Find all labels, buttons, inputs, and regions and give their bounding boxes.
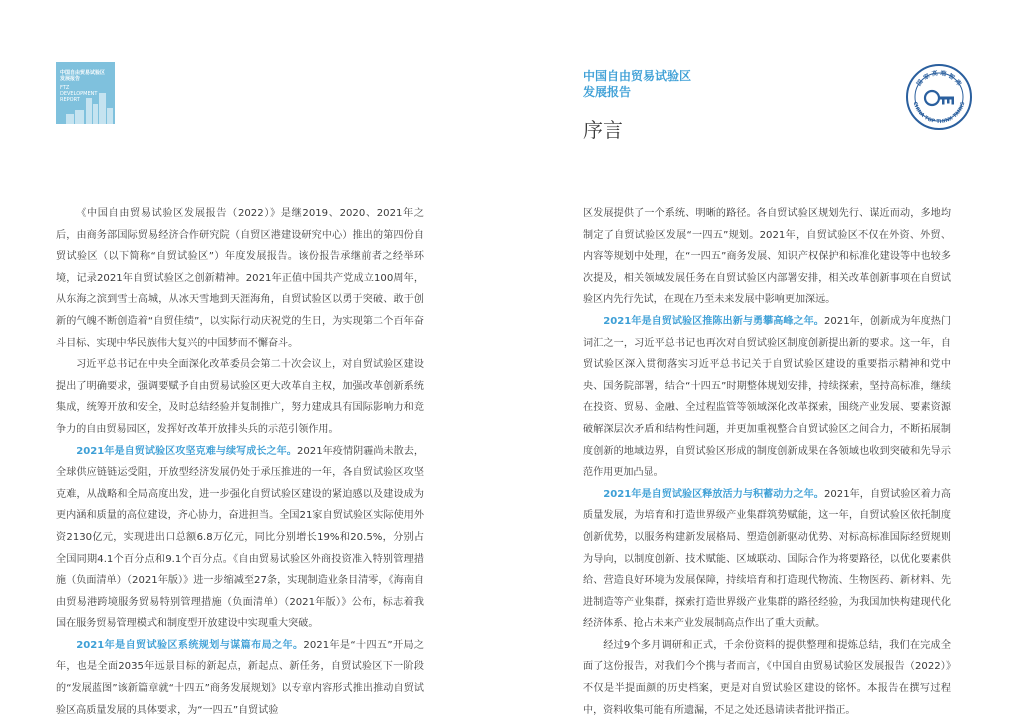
cover-building-shape	[75, 110, 84, 124]
body-right-column	[583, 203, 951, 721]
paragraph	[56, 441, 424, 635]
paragraph-text: 2021年，创新成为年度热门词汇之一，习近平总书记也再次对自贸试验区制度创新提出新的要求。这一年，自贸试验区深入贯彻落实习近平总书记关于自贸试验区建设的重要指示精神和党中央、国务院部署，结合“十四五”时期整体规划安排，持续探索，坚持高标准，继续在投资、贸易、金融、全过程监管等领域深化改革探索，围绕产业发展、要素资源破解深层次矛盾和结构性问题，并更加重视整合自贸试验区之间合力，不断拓展制度创新的地域边界，自贸试验区形成的制度创新成果在各领域也收到突破和先导示范作用更加凸显。	[583, 315, 951, 479]
paragraph: 《中国自由贸易试验区发展报告（2022）》是继2019、2020、2021年之后，由商务部国际贸易经济合作研究院（自贸区港建设研究中心）推出的第四份自贸试验区（以下简称“自贸试验区”）年度发展报告。该份报告承继前者之经举环境，记录2021年自贸试验区之创新精神。2021年正值中国共产党成立100周年，从东海之滨到雪士高城，从冰天雪地到天涯海角，自贸试验区以勇于突破、敢于创新的气魄不断创造着“自贸佳绩”，以实际行动庆祝党的生日，为实现第二个百年奋斗目标、实现中华民族伟大复兴的中国梦而不懈奋斗。	[56, 208, 424, 349]
cover-building-shape	[93, 104, 98, 124]
cover-en-line2: DEVELOPMENT	[60, 91, 98, 97]
seal-bottom-text: CHINA TOP THINK TANKS	[911, 101, 967, 126]
report-cover-thumbnail	[56, 62, 115, 124]
china-top-think-tanks-seal-icon	[905, 63, 973, 131]
cover-en-line1: FTZ	[60, 85, 70, 91]
body-left-column	[56, 203, 424, 721]
cover-building-shape	[66, 114, 74, 124]
paragraph: 经过9个多月调研和正式，千余份资料的提供整理和提炼总结，我们在完成全面了这份报告，对我们今个携与者而言，《中国自由贸易试验区发展报告（2022）》不仅是半提面颜的历史档案，更是对自贸试验区建设的铭怀。本报告在撰写过程中，资料收集可能有所遗漏，不足之处还恳请读者批评指正。	[583, 639, 951, 716]
paragraph-text: 2021年是“十四五”开局之年，也是全面2035年远景目标的新起点，新起点、新任务，自贸试验区下一阶段的“发展蓝图”该新篇章就“十四五”商务发展规划》以专章内容形式推出推动自贸试验区高质量发展的具体要求，为“一四五”自贸试验	[56, 639, 424, 716]
cover-title-line2: 发展报告	[60, 76, 81, 82]
cover-building-shape	[86, 98, 92, 124]
cover-building-shape	[99, 93, 106, 124]
section-title: 序言	[583, 118, 623, 142]
highlight-heading: 2021年是自贸试验区推陈出新与勇攀高峰之年。	[603, 315, 824, 327]
paragraph-text: 2021年疫情阴霾尚未散去，全球供应链链运受阻，开放型经济发展仍处于承压推进的一年，各自贸试验区攻坚克难，从战略和全局高度出发，进一步强化自贸试验区建设的紧迫感以及建设成为更内涵和质量的高位建设，齐心协力，奋进担当。全国21家自贸试验区实际使用外资2130亿元，实现进出口总额6.8万亿元，同比分别增长19%和20.5%，分别占全国同期4.1个百分点和9.1个百分点。《自由贸易试验区外商投资准入特别管理措施（负面清单）（2021年版）》进一步缩减至27条，实现制造业条目清零，《海南自由贸易港跨境服务贸易特别管理措施（负面清单）（2021年版）》公布，标志着我国在服务贸易管理模式和制度型开放建设中实现重大突破。	[56, 445, 424, 630]
report-title-line1: 中国自由贸易试验区	[583, 69, 692, 83]
highlight-heading: 2021年是自贸试验区攻坚克难与续写成长之年。	[76, 445, 297, 457]
paragraph	[583, 484, 951, 635]
paragraph: 区发展提供了一个系统、明晰的路径。各自贸试验区规划先行、谋近而动，多地均制定了自贸试验区发展“一四五”规划。2021年，自贸试验区不仅在外资、外贸、内容等规划中处理，在“一四五”商务发展、知识产权保护和标准化建设等中也较多次提及，相关领域发展任务在自贸试验区内部署安排，相关改革创新事项在自贸试验区内先行先试，在现在乃至未来发展中影响更加深远。	[583, 208, 951, 306]
paragraph: 习近平总书记在中央全面深化改革委员会第二十次会议上，对自贸试验区建设提出了明确要求，强调要赋予自由贸易试验区更大改革自主权，加强改革创新系统集成，统筹开放和安全，及时总结经验并复制推广，努力建成具有国际影响力和竞争力的自由贸易园区，发挥好改革开放排头兵的示范引领作用。	[56, 359, 424, 435]
cover-building-shape	[107, 108, 113, 124]
report-title-line2: 发展报告	[583, 85, 632, 99]
highlight-heading: 2021年是自贸试验区系统规划与谋篇布局之年。	[76, 639, 304, 651]
paragraph	[583, 311, 951, 484]
seal-top-text: 国 家 高 端 智 库	[915, 69, 963, 88]
cover-en-line3: REPORT	[60, 97, 80, 103]
paragraph-text: 2021年，自贸试验区着力高质量发展，为培育和打造世界级产业集群筑势赋能，这一年，自贸试验区依托制度创新优势，以服务构建新发展格局、塑造创新驱动优势、对标高标准国际经贸规则为导向，以制度创新、技术赋能、区域联动、国际合作为将要路径，以优化要素供给、营造良好环境为发展保障，持续培育和打造现代物流、生物医药、新材料、先进制造等产业集群，探索打造世界级产业集群的路径经验，为我国加快构建现代化经济体系、抢占未来产业发展制高点作出了重大贡献。	[583, 488, 951, 630]
cover-title-line1: 中国自由贸易试验区	[60, 70, 106, 76]
highlight-heading: 2021年是自贸试验区释放活力与积蓄动力之年。	[603, 488, 824, 500]
paragraph	[56, 635, 424, 721]
